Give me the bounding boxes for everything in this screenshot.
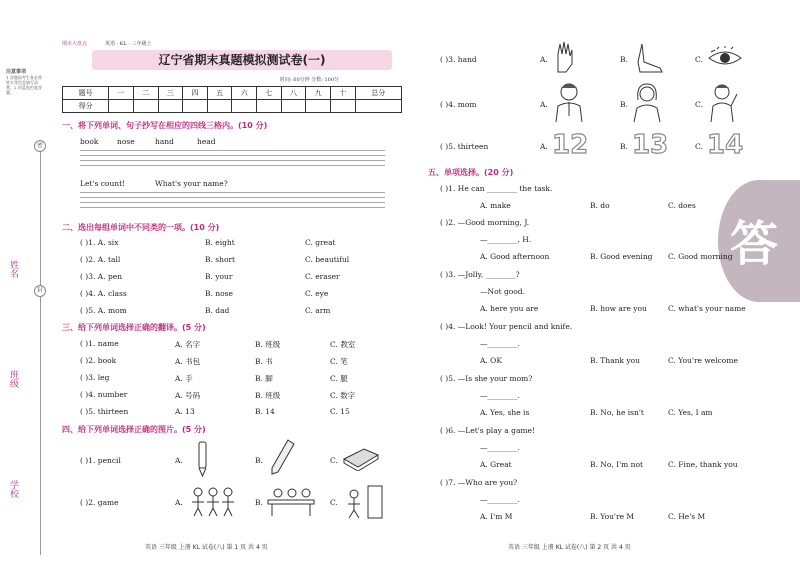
s5-reply: —________. [480, 339, 520, 348]
s3-option: A. 号码 [175, 391, 201, 400]
notes-title: 注意事项 [6, 69, 27, 75]
s4-option: B. [620, 55, 628, 64]
score-cell: 六 [232, 87, 257, 100]
s5-question: ( )6. —Let's play a game! [440, 426, 535, 435]
s5-option: C. He's M [668, 512, 706, 521]
school-label: 学校 [8, 480, 18, 498]
s5-reply: —________. [480, 391, 520, 400]
s2-option: C. great [305, 238, 336, 247]
s5-question: ( )1. He can ________ the task. [440, 184, 553, 193]
s4-option: A. [540, 100, 548, 109]
score-input[interactable] [183, 100, 208, 113]
s3-option: C. 数字 [330, 391, 356, 400]
s5-question: ( )4. —Look! Your pencil and knife. [440, 322, 573, 331]
school-door-icon [340, 484, 386, 520]
writing-line[interactable] [80, 197, 385, 198]
s2-option: B. your [205, 272, 233, 281]
s5-option: B. do [590, 201, 610, 210]
number-14: 14 [707, 130, 744, 160]
score-cell: 八 [281, 87, 306, 100]
s1-word: book [80, 137, 99, 146]
binding-line [40, 140, 41, 555]
s3-option: A. 名字 [175, 340, 201, 349]
s1-sentence: What's your name? [155, 179, 228, 188]
s2-item: ( )2. A. tall [80, 255, 121, 264]
pen-icon [188, 440, 216, 478]
s2-option: B. eight [205, 238, 235, 247]
s4-option: A. [540, 142, 548, 151]
score-cell: 总分 [355, 87, 401, 100]
s4-option: C. [695, 100, 703, 109]
s5-option: B. No, I'm not [590, 460, 644, 469]
score-cell: 十 [330, 87, 355, 100]
book-icon [340, 445, 380, 471]
s5-option: C. does [668, 201, 696, 210]
s2-item: ( )5. A. mom [80, 306, 127, 315]
section-2-title: 二、选出每组单词中不同类的一项。(10 分) [62, 223, 220, 232]
s5-reply: —Not good. [480, 287, 525, 296]
s4-option: C. [330, 456, 338, 465]
s4-item: ( )2. game [80, 498, 119, 507]
score-input[interactable] [281, 100, 306, 113]
s3-item: ( )4. number [80, 390, 128, 399]
s3-item: ( )3. leg [80, 373, 110, 382]
score-cell: 七 [257, 87, 282, 100]
score-input[interactable] [133, 100, 158, 113]
s5-question: ( )7. —Who are you? [440, 478, 518, 487]
binding-notes [6, 70, 44, 95]
s5-option: B. You're M [590, 512, 635, 521]
score-cell: 四 [183, 87, 208, 100]
s3-item: ( )5. thirteen [80, 407, 129, 416]
number-13: 13 [632, 130, 669, 160]
s4-option: C. [695, 142, 703, 151]
s4-option: C. [330, 498, 338, 507]
score-cell: 题号 [63, 87, 109, 100]
s2-item: ( )4. A. class [80, 289, 127, 298]
writing-line[interactable] [80, 165, 385, 166]
s2-option: B. dad [205, 306, 230, 315]
s3-option: A. 手 [175, 374, 193, 383]
s4-option: A. [540, 55, 548, 64]
section-4-title: 四、给下列单词选择正确的图片。(5 分) [62, 425, 206, 434]
s4-item: ( )4. mom [440, 100, 477, 109]
woman-icon [630, 80, 664, 124]
s3-option: B. 班级 [255, 391, 281, 400]
s4-option: B. [620, 142, 628, 151]
score-input[interactable] [355, 100, 401, 113]
s5-option: A. Yes, she is [480, 408, 530, 417]
children-playing-icon [188, 484, 238, 518]
s2-option: B. short [205, 255, 236, 264]
score-value-row [63, 100, 402, 113]
s5-option: A. Great [480, 460, 512, 469]
s2-item: ( )1. A. six [80, 238, 119, 247]
score-cell: 三 [158, 87, 183, 100]
eye-icon [705, 44, 745, 72]
binding-strip [0, 60, 50, 565]
section-1-title: 一、将下列单词、句子抄写在相应的四线三格内。(10 分) [62, 121, 268, 130]
score-input[interactable] [158, 100, 183, 113]
s3-option: C. 教室 [330, 340, 356, 349]
s5-question: ( )2. —Good morning, J. [440, 218, 530, 227]
s5-option: B. how are you [590, 304, 647, 313]
exam-meta: 时间: 60分钟 分数: 100分 [280, 77, 340, 83]
s4-option: C. [695, 55, 703, 64]
man-icon [552, 80, 586, 124]
s3-option: B. 14 [255, 407, 275, 416]
writing-line[interactable] [80, 202, 385, 203]
man-waving-icon [705, 80, 739, 124]
s1-word: head [197, 137, 216, 146]
notes-text: 1.答题前考生务必将姓名等信息填写清楚。2.用蓝黑色笔答题。 [6, 75, 42, 95]
exam-title: 辽宁省期末真题模拟测试卷(一) [92, 50, 392, 70]
s3-option: A. 13 [175, 407, 195, 416]
number-12: 12 [552, 130, 589, 160]
s5-reply: —________. [480, 443, 520, 452]
footer-right: 英语 三年级 上册 KL 试卷(八) 第 2 页 共 4 页 [508, 544, 631, 551]
score-input[interactable] [232, 100, 257, 113]
s5-option: A. Good afternoon [480, 252, 550, 261]
s5-option: A. I'm M [480, 512, 513, 521]
writing-line[interactable] [80, 155, 385, 156]
score-input[interactable] [306, 100, 331, 113]
s3-option: C. 15 [330, 407, 350, 416]
score-cell: 一 [109, 87, 134, 100]
section-3-title: 三、给下列单词选择正确的翻译。(5 分) [62, 323, 206, 332]
score-cell: 二 [133, 87, 158, 100]
footer-left: 英语 三年级 上册 KL 试卷(八) 第 1 页 共 4 页 [145, 544, 268, 551]
seal-circle: 密 [34, 140, 46, 152]
writing-line[interactable] [80, 192, 385, 193]
score-cell: 五 [207, 87, 232, 100]
score-table [62, 86, 402, 113]
name-label: 姓名 [8, 260, 18, 278]
score-input[interactable] [109, 100, 134, 113]
s4-option: B. [255, 456, 263, 465]
s4-option: A. [175, 456, 183, 465]
seal-circle-2: 封 [34, 285, 46, 297]
s5-option: B. Thank you [590, 356, 640, 365]
s5-option: B. Good evening [590, 252, 653, 261]
series-badge: 期末大盘点 [62, 41, 88, 47]
s4-item: ( )3. hand [440, 55, 477, 64]
s3-option: C. 笔 [330, 357, 348, 366]
s2-option: C. eraser [305, 272, 340, 281]
s5-option: C. Yes, I am [668, 408, 713, 417]
score-cell: 九 [306, 87, 331, 100]
score-label: 得分 [63, 100, 109, 113]
s5-reply: —________. [480, 495, 520, 504]
score-input[interactable] [330, 100, 355, 113]
writing-line[interactable] [80, 207, 385, 208]
foot-icon [630, 40, 666, 76]
s4-option: A. [175, 498, 183, 507]
writing-line[interactable] [80, 160, 385, 161]
s5-option: A. OK [480, 356, 502, 365]
score-input[interactable] [207, 100, 232, 113]
s3-option: A. 书包 [175, 357, 201, 366]
class-label: 班级 [8, 370, 18, 388]
writing-line[interactable] [80, 150, 385, 151]
s2-option: B. nose [205, 289, 233, 298]
s5-option: A. here you are [480, 304, 539, 313]
pencil-icon [266, 438, 296, 478]
s2-option: C. arm [305, 306, 331, 315]
s5-option: C. Good morning [668, 252, 733, 261]
s5-reply: —________, H. [480, 235, 532, 244]
s1-word: nose [117, 137, 135, 146]
s2-item: ( )3. A. pen [80, 272, 123, 281]
s1-word: hand [155, 137, 174, 146]
subject-line: 英语 · KL · 三年级上 [105, 41, 152, 47]
s3-option: C. 腿 [330, 374, 348, 383]
section-5-title: 五、单项选择。(20 分) [428, 168, 514, 177]
s3-option: B. 脚 [255, 374, 273, 383]
score-input[interactable] [257, 100, 282, 113]
s4-item: ( )5. thirteen [440, 142, 489, 151]
s3-item: ( )2. book [80, 356, 117, 365]
s4-option: B. [620, 100, 628, 109]
s3-item: ( )1. name [80, 339, 119, 348]
s5-option: B. No, he isn't [590, 408, 644, 417]
s5-question: ( )3. —Jolly, ________? [440, 270, 520, 279]
classroom-icon [266, 484, 316, 518]
s1-sentence: Let's count! [80, 179, 126, 188]
s2-option: C. eye [305, 289, 329, 298]
s5-option: C. Fine, thank you [668, 460, 738, 469]
s5-option: C. You're welcome [668, 356, 738, 365]
s3-option: B. 班级 [255, 340, 281, 349]
s5-option: C. what's your name [668, 304, 746, 313]
s5-option: A. make [480, 201, 511, 210]
stamp-text: 答 [730, 216, 779, 272]
hand-icon [550, 40, 578, 76]
s3-option: B. 书 [255, 357, 273, 366]
s5-question: ( )5. —Is she your mom? [440, 374, 533, 383]
s4-option: B. [255, 498, 263, 507]
score-header-row [63, 87, 402, 100]
s2-option: C. beautiful [305, 255, 350, 264]
s4-item: ( )1. pencil [80, 456, 121, 465]
